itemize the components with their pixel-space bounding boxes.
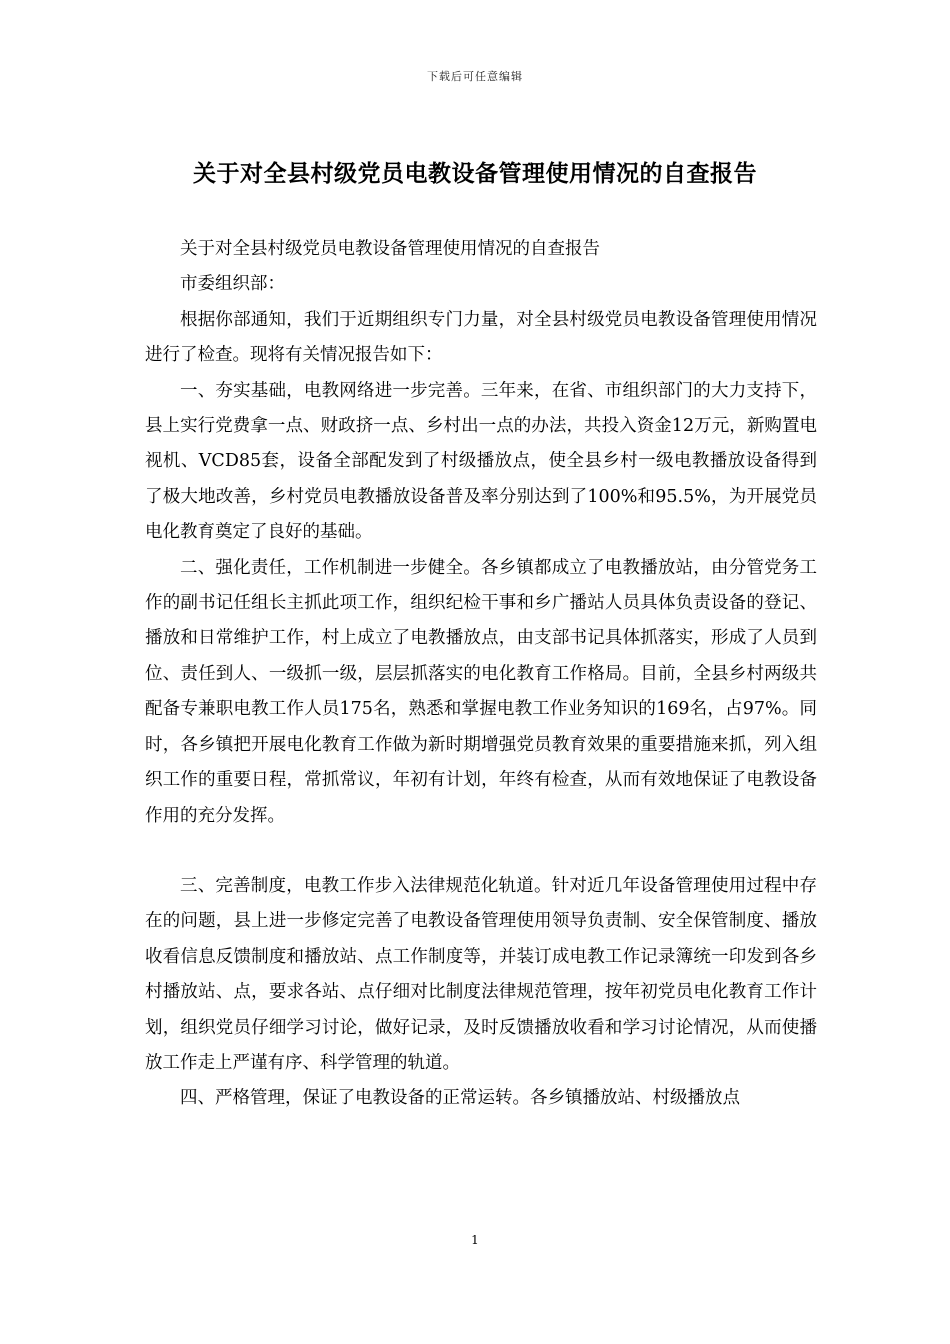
paragraph-section-four: 四、严格管理，保证了电教设备的正常运转。各乡镇播放站、村级播放点: [180, 1088, 740, 1109]
header-note: 下载后可任意编辑: [427, 70, 523, 83]
paragraph-intro: 根据你部通知，我们于近期组织专门力量，对全县村级党员电教设备管理使用情况进行了检查。现将有关情况报告如下：: [145, 309, 817, 366]
paragraph-subtitle: 关于对全县村级党员电教设备管理使用情况的自查报告: [180, 239, 600, 259]
document-title: 关于对全县村级党员电教设备管理使用情况的自查报告: [193, 160, 757, 187]
paragraph-section-three: 三、完善制度，电教工作步入法律规范化轨道。针对近几年设备管理使用过程中存在的问题，县上进一步修定完善了电教设备管理使用领导负责制、安全保管制度、播放收看信息反馈制度和播放站、点工作制度等，并装订成电教工作记录簿统一印发到各乡村播放站、点，要求各站、点仔细对比制度法律规范管理，按年初党员电化教育工作计划，组织党员仔细学习讨论，做好记录，及时反馈播放收看和学习讨论情况，从而使播放工作走上严谨有序、科学管理的轨道。: [145, 875, 817, 1073]
page-number: 1: [471, 1233, 479, 1247]
document-body: [145, 232, 817, 1117]
paragraph-section-one: 一、夯实基础，电教网络进一步完善。三年来，在省、市组织部门的大力支持下，县上实行党费拿一点、财政挤一点、乡村出一点的办法，共投入资金12万元，新购置电视机、VCD85套，设备全部配发到了村级播放点，使全县乡村一级电教播放设备得到了极大地改善，乡村党员电教播放设备普及率分别达到了100%和95.5%，为开展党员电化教育奠定了良好的基础。: [145, 380, 817, 543]
paragraph-salutation: 市委组织部：: [180, 274, 285, 295]
paragraph-section-two: 二、强化责任，工作机制进一步健全。各乡镇都成立了电教播放站，由分管党务工作的副书记任组长主抓此项工作，组织纪检干事和乡广播站人员具体负责设备的登记、播放和日常维护工作，村上成立了电教播放点，由支部书记具体抓落实，形成了人员到位、责任到人、一级抓一级，层层抓落实的电化教育工作格局。目前，全县乡村两级共配备专兼职电教工作人员175名，熟悉和掌握电教工作业务知识的169名，占97%。同时，各乡镇把开展电化教育工作做为新时期增强党员教育效果的重要措施来抓，列入组织工作的重要日程，常抓常议，年初有计划，年终有检查，从而有效地保证了电教设备作用的充分发挥。: [145, 557, 817, 826]
